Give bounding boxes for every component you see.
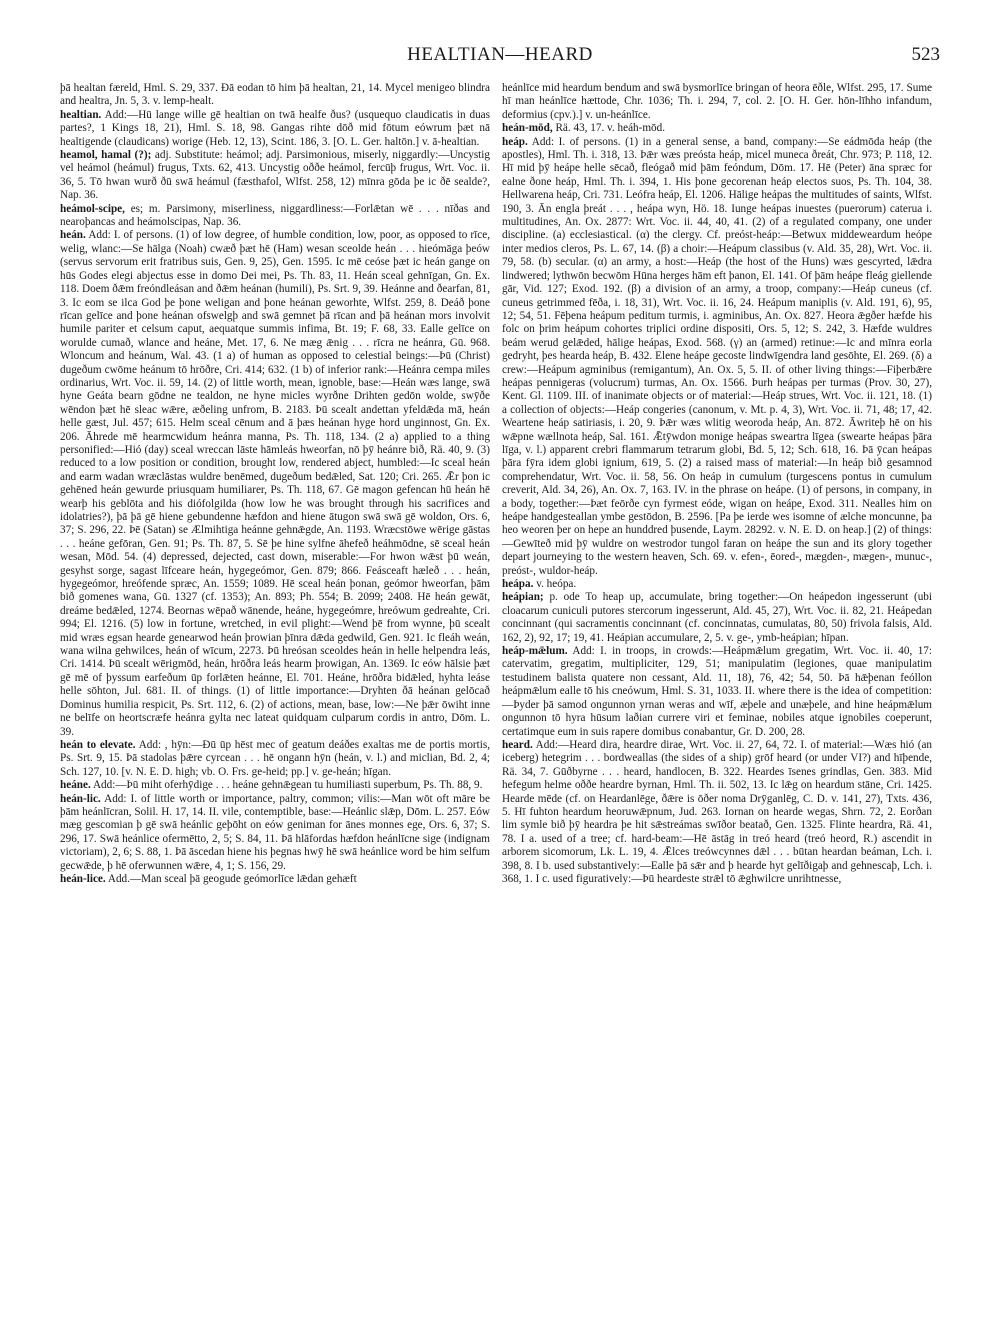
entry-headword: heard. bbox=[502, 738, 533, 751]
running-head bbox=[60, 44, 940, 68]
entry-body: Add: I. of persons. (1) in a general sense, a band, company:—Se eádmōda heáp (the apostles), Hml. Th. i. 318, 13. Þǣr wæs preósta heáp, micel muneca ðreát, Chr. 973; P. 118, 12. Hī mid þȳ heápe helle sēcað, fleógað mid þām feóndum, Dōm. 17. Hē (Peter) āna spræc for ealne ðone heáp, Hml. Th. i. 394, 1. His þone gecorenan heáp electos suos, Ps. Th. 104, 38. Hellwarena heáp, Cri. 731. Leófra heáp, El. 1206. Hālige heápas the multitudes of saints, Wlfst. 190, 3. Ān engla þreát . . . , heápa wyn, Hö. 18. Iunge heápas inuestes (puerorum) caterua i. multitudines, An. Ox. 2877: Wrt. Voc. ii. 44, 40, 41. (2) of a regulated company, one under discipline. (a) ecclesiastical. (α) the clergy. Cf. preóst-heáp:—Betwux middeweardum heópe inter medios cleros, Ps. L. 67, 14. (β) a choir:—Heápum classibus (v. Ald. 35, 28), Wrt. Voc. ii. 79, 58. (b) secular. (α) an army, a host:—Heáp (the host of the Huns) wæs gescyrted, lǣdra lindwered; lythwōn becwōm Hūna herges hām eft þanon, El. 141. Of þām heápe fleág giellende gār, Vid. 127; Exod. 192. (β) a division of an army, a troop, company:—Heáp cuneus (cf. cuneus getrimmed fēða, i. 18, 31), Wrt. Voc. ii. 16, 24. Heápum maniplis (v. Ald. 191, 6), 95, 12; 54, 51. Fēþena heápum peditum turmis, i. agminibus, An. Ox. 827. Heora ǣgðer hæfde his folc on þrim heápum cohortes triplici ordine dispositi, Ors. 5, 12; S. 242, 3. Hæfde wuldres beám werud gelǣded, hālige heápas, Exod. 568. (γ) an (armed) retinue:—Ic and mīnra eorla gedryht, þes hearda heáp, B. 432. Elene heápe gecoste lindwīgendra land gesōhte, El. 269. (δ) a crew:—Heápum agminibus (remigantum), An. Ox. 5, 5. II. of other living things:—Fiþerbǣre heápas pennigeras (volucrum) turmas, An. Ox. 1566. Þurh heápas per turmas (Prov. 30, 27), Kent. Gl. 1109. III. of inanimate objects or of material:—Heáp strues, Wrt. Voc. ii. 121, 18. (1) a collection of objects:—Heáp congeries (canonum, v. Mt. p. 4, 3), Wrt. Voc. ii. 71, 48; 17, 42. Weartene heáp satiriasis, i. 20, 9. Þǣr wæs wlitig weoroda heáp, An. 872. Āwriteþ hē on his wǣpne wællnota heáp, Sal. 161. Ǣtȳwdon monige heápas sweartra līgea (swearte heápas þāra līga, v. l.) apparent crebri flammarum tetrarum globi, Bd. 5, 12; Sch. 618, 16. Þā ȳcan heápas þāra fȳra idem globi ignium, 619, 5. (2) a raised mass of material:—In heáp bið gesamnod comprehendatur, Wrt. Voc. ii. 58, 56. On heáp in cumulum (turgescens pontus in cumulum creverit, Ald. 34, 26), An. Ox. 7, 163. IV. in the phrase on heápe. (1) of persons, in company, in a body, together:—Þæt feōrðe cyn fyrmest eóde, wigan on heápe, Exod. 311. Nealles him on heápe handgesteallan ymbe gestōdon, B. 2596. [Pa þe ierde wes isomne of ælche moncunne, þa heo weoren þer on hepe an hunddred þusende, Laym. 28292. v. N. E. D. on heap.] (2) of things:—Gewīteð mid þȳ wuldre on westrodor tungol faran on heápe the sun and its glory together depart journeying to the western heaven, Sch. 69. v. efen-, ēored-, mægden-, mægen-, munuc-, preóst-, wuldor-heáp. bbox=[502, 135, 932, 577]
dictionary-entry bbox=[502, 122, 932, 135]
entry-headword: healtian. bbox=[60, 108, 102, 121]
entry-body: Add.—Man sceal þā geogude geómorlīce lǣdan gehæft bbox=[107, 872, 357, 885]
page-number: 523 bbox=[911, 44, 940, 65]
left-column bbox=[60, 82, 490, 1307]
dictionary-entry bbox=[502, 591, 932, 645]
entry-headword: heán to elevate. bbox=[60, 738, 136, 751]
dictionary-entry bbox=[60, 109, 490, 149]
right-column bbox=[502, 82, 932, 1307]
entry-headword: heáp-mǣlum. bbox=[502, 645, 568, 658]
entry-headword: heán-lic. bbox=[60, 792, 101, 805]
entry-continuation: heánlīce mid heardum bendum and swā bysmorlīce bringan of heora ēðle, Wlfst. 295, 17. Sume hī man heánlīce hættode, Chr. 1036; Th. i. 294, 7, col. 2. [O. H. Ger. hōn-līhho infandum, deformius (cpv.).] v. un-heánlīce. bbox=[502, 82, 932, 121]
dictionary-entry bbox=[60, 739, 490, 779]
entry-body: v. heópa. bbox=[536, 578, 577, 591]
dictionary-entry bbox=[60, 149, 490, 203]
entry-headword: heáp. bbox=[502, 135, 528, 148]
entry-body: Rä. 43, 17. v. heáh-mōd. bbox=[555, 122, 666, 135]
entry-body: Add:—Hū lange wille gē healtian on twā healfe ðus? (usquequo claudicatis in duas partes?, 1 Kings 18, 21), Hml. S. 18, 98. Gangas rihte dōð mid fōtum eówrum þæt nā healtigende (claudicans) worige (Heb. 12, 13), Scint. 186, 3. [O. L. Ger. haltōn.] v. ā-healtian. bbox=[60, 108, 490, 148]
entry-body: p. ode To heap up, accumulate, bring together:—On heápedon ingesserunt (ubi cloacarum cuniculi putores stercorum ingesserunt, Ald. 45, 27), Wrt. Voc. ii. 82, 21. Heápedan concinnant (qui sacramentis concinnant (cf. concinnatas, cumulatas, 80, 50) frivola falsis, Ald. 162, 2), 92, 17; 19, 41. Heápian accumulare, 2, 5. v. ge-, ymb-heápian; hīpan. bbox=[502, 591, 932, 644]
entry-body: Add:—Heard dira, heardre dirae, Wrt. Voc. ii. 27, 64, 72. I. of material:—Wæs hió (an iceberg) hetegrim . . . bordweallas (the sides of a ship) grōf heard (or under VI?) and hīþende, Rä. 34, 7. Gūðbyrne . . . heard, handlocen, B. 322. Heardes īsenes grindlas, Gen. 383. Mid hefegum helme oððe heardre byrnan, Hml. Th. ii. 502, 13. Ic lǣg on heardum stāne, Cri. 1425. Hearde mēde (cf. on Heardanlēge, ðǣre is ōðer noma Drȳganlēg, C. D. v. 141, 27), Txts. 436, 5. Hī fuhton heardum heoruwǣpnum, Jud. 263. Iornan on hearde wegas, Shrn. 72, 2. Eorðan lim symle bið þȳ heardra þe hit sǣstreámas swīðor beatað, Gen. 1325. Flinte heardra, Rä. 41, 78. I a. used of a tree; cf. hard-beam:—Hē āstāg in treó heard (treó heord, R.) ascendit in arborem sicomorum, Lk. L. 19, 4. Ǣlces treówcynnes dǣl . . . būtan heardan beáman, Lch. i. 398, 8. I b. used substantively:—Ealle þā sǣr and þ hearde hyt gelīðigaþ and gehnescaþ, Lch. i. 368, 1. I c. used figuratively:—Þū heardeste strǣl tō ǣghwilcre unrihtnesse, bbox=[502, 738, 932, 885]
page-title: HEALTIAN—HEARD bbox=[407, 44, 593, 65]
entry-body: es; m. Parsimony, miserliness, niggardliness:—Forlǣtan wē . . . nīðas and nearoþancas and heámolscipas, Nap. 36. bbox=[60, 202, 490, 229]
entry-headword: heán. bbox=[60, 229, 86, 242]
entry-body: Add: I. of little worth or importance, paltry, common; vilis:—Man wōt oft māre be þām heánlīcran, Solil. H. 17, 14. II. vile, contemptible, base:—Heánlic slǣp, Dōm. L. 257. Eów mæg gescomian þ gē swā heánlic geþōht on eów geniman for ānes monnes ege, Ors. 6, 37; S. 296, 17. Swā heánlice ofermētto, 2, 5; S. 84, 11. Þā hlāfordas hæfdon heánlīcne sige (indignam victoriam), 2, 6; S. 88, 1. Þā āscedan hiene his þegnas hwȳ hē swā heánlice word be him selfum gecwǣde, þ hē oferwunnen wǣre, 4, 1; S. 156, 29. bbox=[60, 792, 490, 872]
entry-headword: heápa. bbox=[502, 578, 534, 591]
entry-body: Add: I. in troops, in crowds:—Heápmǣlum gregatim, Wrt. Voc. ii. 40, 17: catervatim, gregatim, multipliciter, 129, 51; manipulatim (legiones, quae manipulatim testudinem balista quatere non cessant, Ald. 11, 18), 76, 42; 54, 50. Þā hǣþenan feóllon heápmǣlum ealle tō his cneówum, Hml. S. 31, 1033. II. where there is the idea of competition:—Þyder þā samod ongunnon yrnan weras and wīf, æþele and unæþele, and hine heápmǣlum ongunnon tō hyra hūsum laðian currere viri et feminae, nobiles atque ignobiles coeperunt, certatimque eum in suis rapere domibus conabantur, Gr. D. 200, 28. bbox=[502, 645, 932, 738]
dictionary-entry bbox=[502, 645, 932, 739]
dictionary-entry bbox=[502, 136, 932, 578]
entry-headword: heán-lice. bbox=[60, 872, 106, 885]
dictionary-entry bbox=[502, 578, 932, 591]
entry-headword: heámol-scipe, bbox=[60, 202, 125, 215]
dictionary-entry bbox=[60, 229, 490, 738]
entry-body: Add:—Þū miht oferhȳdige . . . heáne gehnǣgean tu humiliasti superbum, Ps. Th. 88, 9. bbox=[92, 779, 483, 792]
entry-body: adj. Substitute: heámol; adj. Parsimonious, miserly, niggardly:—Uncystig vel heámol (heámul) frugus, Txts. 62, 413. Uncystig oððe heámol, fercūþ frugus, Wrt. Voc. ii. 36, 5. Tō hwan wurð ðū swā heámul (fæsthafol, Wlfst. 258, 12) mīnra gōda þe ic ðē sealde?, Nap. 36. bbox=[60, 149, 490, 202]
dictionary-entry bbox=[60, 873, 490, 886]
dictionary-entry bbox=[502, 739, 932, 886]
entry-headword: heápian; bbox=[502, 591, 544, 604]
entry-body: Add: I. of persons. (1) of low degree, of humble condition, low, poor, as opposed to rīce, welig, wlanc:—Se hālga (Noah) cwæð þæt hē (Ham) wesan sceolde heán . . . hieómāga þeów (servus servorum erit fratribus suis, Gen. 9, 25), Gen. 1595. Ic mē ceóse þæt ic heán gange on hūs Godes elegi abjectus esse in domo Dei mei, Ps. Th. 83, 11. Heán sceal gehnīgan, Gn. Ex. 118. Doem ðǣm freóndleásan and ðǣm heánan (humili), Ps. Srt. 9, 39. Heánne and ðearfan, 81, 3. Ic eom se ilca God þe þone weligan and þone heánan geworhte, Wlfst. 259, 8. Deáð þone rīcan gelīce and þone heánan ofswelgþ and swā gemnet þā rīcan and þā heánan mors involvit humile pariter et celsum caput, aequatque summis infima, Bt. 19; F. 68, 33. Ealle gelīce on worulde cumað, wlance and heáne, Met. 17, 6. Ne mæg ǣnig . . . rīcra ne heánra, Gū. 968. Wloncum and heánum, Wal. 43. (1 a) of human as opposed to celestial beings:—Þū (Christ) dugeðum cwōme heánum tō hrōðre, Cri. 414; 632. (1 b) of inferior rank:—Heánra cempa miles ordinarius, Wrt. Voc. ii. 59, 14. (2) of little worth, mean, ignoble, base:—Heán wæs lange, swā hyne Geáta bearn gōdne ne tealdon, ne hyne micles wyrðne Drihten gedōn wolde, swȳðe wēndon þæt hē sleac wǣre, æðeling unfrom, B. 2183. Þū scealt andettan yfeldǣda mā, heán helle gæst, Jul. 457; 615. Helm sceal cēnum and ā þæs heánan hyge hord unginnost, Gn. Ex. 206. Āhrede mē hearmcwidum heánra manna, Ps. Th. 118, 134. (2 a) applied to a thing personified:—Hió (day) sceal wreccan lāste hāmleás hweorfan, nō þȳ heánre bið, Rä. 40, 9. (3) reduced to a low position or condition, brought low, rendered abject, humbled:—Ic sceal heán and earm wadan wræclāstas wuldre benēmed, dugeðum bedǣled, Sat. 120; Cri. 265. Ǣr þon ic gehēned heán gewurde priusquam humiliarer, Ps. Th. 118, 67. Gē magon gefencan hū heán hē wearþ his geblōta and his diófolgilda (how low he was brought through his sacrifices and idolatries?), þā þā gē hiene gebundenne hæfdon and hiene ātugon swā swā gē woldon, Ors. 6, 37; S. 296, 22. Þē (Satan) se Ælmihtiga heánne gehnǣgde, An. 1193. Wræcstōwe wērige gāstas . . . heáne gefōran, Gen. 91; Ps. Th. 87, 5. Sē þe hine sylfne āhefeð heáhmōdne, sē sceal heán wesan, Mōd. 54. (4) depressed, dejected, cast down, miserable:—For hwon wǣst þū weán, gesyhst sorge, sagast līfceare heán, hygegeómor, Gen. 879; 866. Feásceaft hæleð . . . heán, hygegeómor, hreófende spræc, An. 1559; 1089. Hē sceal heán þonan, geómor hweorfan, þām bið gomenes wana, Gū. 1327 (cf. 1353); An. 893; Ph. 554; B. 2099; 2408. Hē heán gewāt, dreáme bedǣled, 1274. Beornas wēpað wānende, heáne, hygegeómre, hreówum gedreahte, Cri. 994; El. 1216. (5) low in fortune, wretched, in evil plight:—Wend þē from wynne, þū scealt mid wræs egsan hearde genearwod heán þrowian þīnra dǣda gedwild, Gen. 921. Ic fleáh weán, wana wilna gehwilces, heán of wīcum, 2273. Þū hreósan sceoldes heán in helle helpendra leás, Cri. 1414. Þū scealt wērigmōd, heán, hrōðra leás hearm þrowigan, An. 1369. Ic eów hālsie þæt gē mē of þyssum earfeðum ūp forlǣten heánne, El. 701. Heáne, hrōðra bidǣled, hyhta leáse helle sōhton, Jul. 681. II. of things. (1) of little importance:—Dryhten ðā heánan gelōcað Dominus humilia respicit, Ps. Srt. 112, 6. (2) of actions, mean, base, low:—Ne þǣr ōwiht inne ne belīfe on heortscræfe heánra gylta nec lateat quidquam culparum cordis in antro, Dōm. L. 39. bbox=[60, 229, 490, 738]
dictionary-entry bbox=[60, 779, 490, 792]
dictionary-entry bbox=[60, 793, 490, 873]
entry-headword: heán-mōd, bbox=[502, 122, 553, 135]
entry-headword: heamol, hamal (?); bbox=[60, 149, 152, 162]
dictionary-entry bbox=[60, 203, 490, 230]
entry-continuation: þā healtan færeld, Hml. S. 29, 337. Ðā eodan tō him þā healtan, 21, 14. Mycel menigeo blindra and healtra, Jn. 5, 3. v. lemp-healt. bbox=[60, 82, 490, 108]
entry-headword: heáne. bbox=[60, 779, 91, 792]
entry-body: Add: , hȳn:—Ðū ūp hēst mec of geatum deáðes exaltas me de portis mortis, Ps. Srt. 9, 15. Þā stadolas þǣre cyrcean . . . hē ongann hȳn (heán, v. l.) and miclian, Bd. 2, 4; Sch. 127, 10. [v. N. E. D. high; vb. O. Frs. ge-heid; pp.] v. ge-heán; hīgan. bbox=[60, 738, 490, 778]
